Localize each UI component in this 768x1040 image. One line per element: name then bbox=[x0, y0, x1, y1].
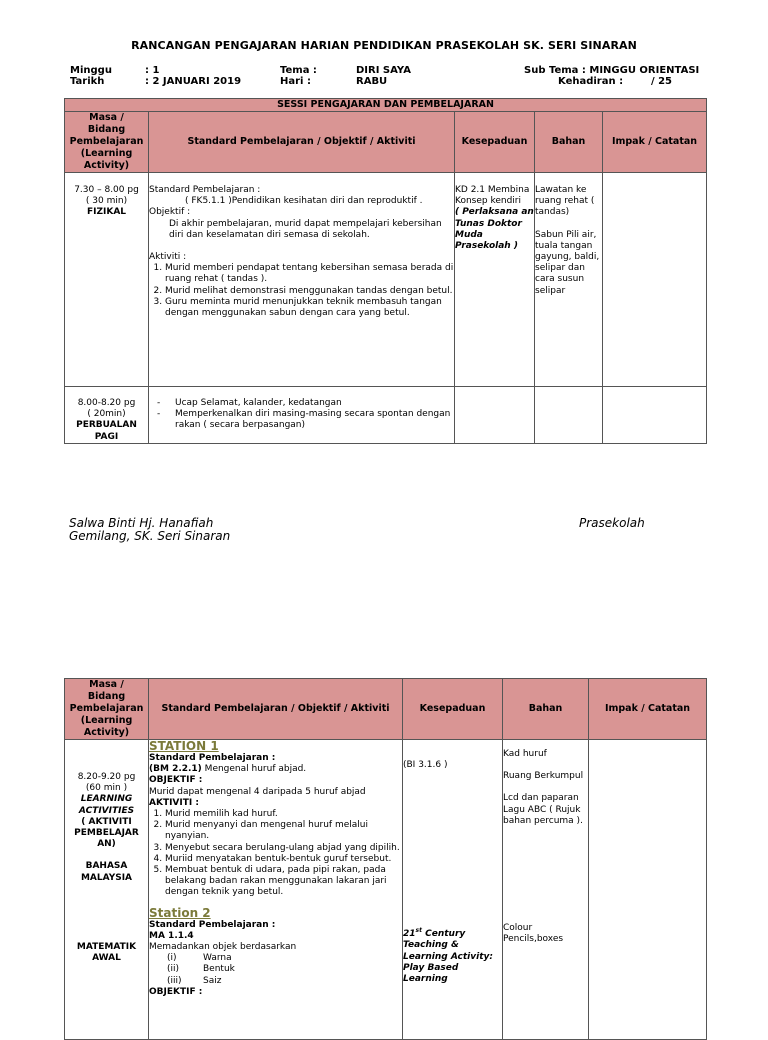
list-item: 1. Murid memberi pendapat tentang kebersihan semasa berada di ruang rehat ( tandas ). bbox=[165, 263, 454, 285]
list-item: 2. Murid menyanyi dan mengenal huruf melalui nyanyian. bbox=[165, 820, 402, 842]
meta-tarikh-label: Tarikh bbox=[70, 76, 105, 87]
impak-cell bbox=[603, 387, 707, 444]
list-item: 4. Muriid menyatakan bentuk-bentuk guruf tersebut. bbox=[165, 854, 402, 865]
kesepaduan-cell: KD 2.1 Membina Konsep kendiri ( Perlaksana an Tunas Doktor Muda Prasekolah ) bbox=[455, 173, 535, 387]
sesi-header: SESSI PENGAJARAN DAN PEMBELAJARAN bbox=[65, 99, 707, 112]
impak-cell bbox=[603, 173, 707, 387]
list-item: 3. Menyebut secara berulang-ulang abjad yang dipilih. bbox=[165, 843, 402, 854]
list-item: - Ucap Selamat, kalander, kedatangan bbox=[175, 398, 454, 409]
station-1-activities bbox=[149, 809, 402, 899]
bahan-cell: Kad huruf Ruang Berkumpul Lcd dan paparan Lagu ABC ( Rujuk bahan percuma ). Colour Pencils,boxes bbox=[503, 740, 589, 1040]
list-item: 3. Guru meminta murid menunjukkan teknik membasuh tangan dengan menggunakan sabun dengan cara yang betul. bbox=[165, 297, 454, 319]
signature-name: Salwa Binti Hj. Hanafiah bbox=[69, 516, 214, 530]
masa-cell: 7.30 – 8.00 pg ( 30 min) FIZIKAL bbox=[65, 173, 149, 387]
list-item: (ii) Bentuk bbox=[167, 964, 235, 975]
meta-kehadiran: Kehadiran : / 25 bbox=[558, 76, 672, 87]
kesepaduan-cell: (BI 3.1.6 ) 21st Century Teaching & Learning Activity: Play Based Learning bbox=[403, 740, 503, 1040]
meta-tema-label: Tema : bbox=[280, 65, 317, 76]
greeting-list bbox=[149, 398, 454, 432]
meta-tarikh-value: : 2 JANUARI 2019 bbox=[145, 76, 242, 87]
header-kesepaduan: Kesepaduan bbox=[403, 679, 503, 740]
meta-tema-value: DIRI SAYA bbox=[356, 65, 411, 76]
table-row bbox=[65, 173, 707, 387]
list-item: 2. Murid melihat demonstrasi menggunakan tandas dengan betul. bbox=[165, 286, 454, 297]
meta-hari-label: Hari : bbox=[280, 76, 311, 87]
standard-cell: Standard Pembelajaran : ( FK5.1.1 )Pendidikan kesihatan diri dan reproduktif . Objektif : Di akhir pembelajaran, murid dapat mempelajari kebersihan diri dan keselamatan diri semasa di sekolah. Aktiviti : 1. Murid memberi pendapat tentang kebersihan semasa berada di ruang rehat ( tandas ). 2. Murid melihat demonstrasi menggunakan tandas dengan betul. 3. Guru meminta murid menunjukkan teknik membasuh tangan dengan menggunakan sabun dengan cara yang betul. bbox=[149, 173, 455, 387]
standard-cell bbox=[149, 387, 455, 444]
list-item: 1. Murid memilih kad huruf. bbox=[165, 809, 402, 820]
header-standard: Standard Pembelajaran / Objektif / Aktiviti bbox=[149, 679, 403, 740]
lesson-table-1 bbox=[64, 98, 707, 444]
activity-list bbox=[149, 263, 454, 319]
header-masa: Masa / Bidang Pembelajaran (Learning Activity) bbox=[65, 679, 149, 740]
signature-right: Prasekolah bbox=[579, 516, 645, 530]
header-bahan: Bahan bbox=[503, 679, 589, 740]
list-item: 5. Membuat bentuk di udara, pada pipi rakan, pada belakang badan rakan menggunakan lakaran jari dengan teknik yang betul. bbox=[165, 865, 402, 899]
header-impak: Impak / Catatan bbox=[603, 112, 707, 173]
standard-cell: STATION 1 Standard Pembelajaran : (BM 2.2.1) Mengenal huruf abjad. OBJEKTIF : Murid dapat mengenal 4 daripada 5 huruf abjad AKTIVITI : 1. Murid memilih kad huruf. 2. Murid menyanyi dan mengenal huruf melalui nyanyian. 3. Menyebut secara berulang-ulang abjad yang dipilih. 4. Muriid menyatakan bentuk-bentuk guruf tersebut. 5. Membuat bentuk di udara, pada pipi rakan, pada belakang badan rakan menggunakan lakaran jari dengan teknik yang betul. Station 2 Standard Pembelajaran : MA 1.1.4 Memadankan objek berdasarkan (i) Warna (ii) Bentuk (iii) Saiz OBJEKTIF : bbox=[149, 740, 403, 1040]
bahan-cell bbox=[535, 387, 603, 444]
list-item: (i) Warna bbox=[167, 953, 232, 964]
station-2-title: Station 2 bbox=[149, 905, 211, 920]
masa-cell: 8.20-9.20 pg (60 min ) LEARNING ACTIVITIES ( AKTIVITI PEMBELAJAR AN) BAHASA MALAYSIA MATEMATIK AWAL bbox=[65, 740, 149, 1040]
table-row bbox=[65, 740, 707, 1040]
list-item: (iii) Saiz bbox=[167, 975, 222, 986]
header-impak: Impak / Catatan bbox=[589, 679, 707, 740]
signature-school: Gemilang, SK. Seri Sinaran bbox=[69, 529, 231, 543]
list-item: - Memperkenalkan diri masing-masing secara spontan dengan rakan ( secara berpasangan) bbox=[175, 409, 454, 431]
impak-cell bbox=[589, 740, 707, 1040]
header-kesepaduan: Kesepaduan bbox=[455, 112, 535, 173]
header-standard: Standard Pembelajaran / Objektif / Aktiviti bbox=[149, 112, 455, 173]
header-masa: Masa / Bidang Pembelajaran (Learning Activity) bbox=[65, 112, 149, 173]
station-1-title: STATION 1 bbox=[149, 739, 219, 753]
table-row bbox=[65, 387, 707, 444]
meta-subtema: Sub Tema : MINGGU ORIENTASI bbox=[524, 65, 700, 76]
masa-cell: 8.00-8.20 pg ( 20min) PERBUALAN PAGI bbox=[65, 387, 149, 444]
bahan-cell: Lawatan ke ruang rehat ( tandas) Sabun Pili air, tuala tangan gayung, baldi, selipar dan cara susun selipar bbox=[535, 173, 603, 387]
meta-minggu-value: : 1 bbox=[145, 65, 160, 76]
document-title: RANCANGAN PENGAJARAN HARIAN PENDIDIKAN PRASEKOLAH SK. SERI SINARAN bbox=[131, 39, 637, 52]
lesson-table-2 bbox=[64, 678, 707, 1040]
header-bahan: Bahan bbox=[535, 112, 603, 173]
kesepaduan-cell bbox=[455, 387, 535, 444]
meta-hari-value: RABU bbox=[356, 76, 388, 87]
meta-minggu-label: Minggu bbox=[70, 65, 112, 76]
